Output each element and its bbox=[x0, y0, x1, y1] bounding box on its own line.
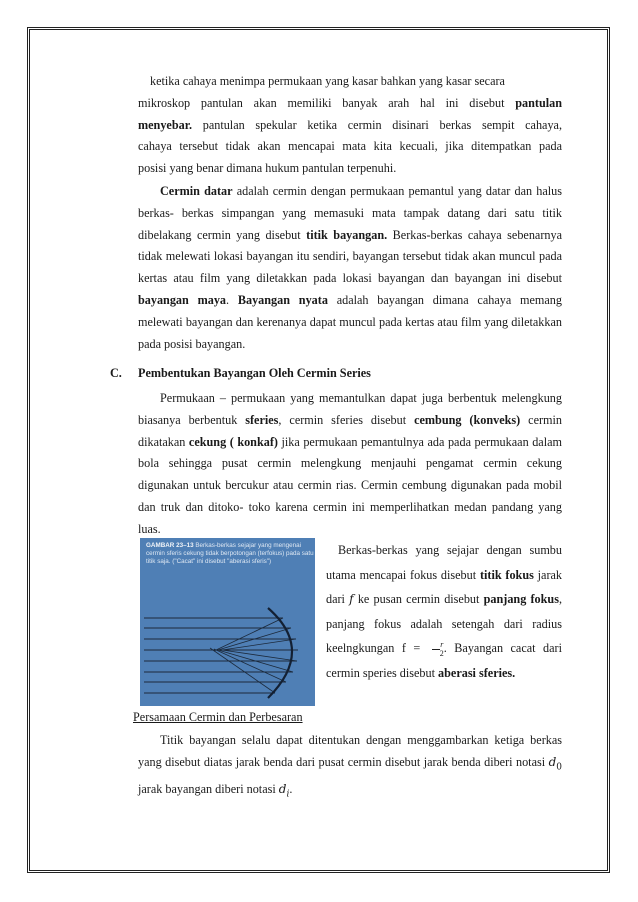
section-heading bbox=[110, 366, 371, 381]
text: jarak dari bbox=[326, 567, 563, 607]
section-title: Pembentukan Bayangan Oleh Cermin Series bbox=[138, 366, 371, 380]
term-aberasi-sferies: aberasi sferies. bbox=[438, 665, 516, 680]
text: . bbox=[226, 292, 238, 307]
figure-caption-text: Berkas-berkas sejajar yang mengenai cermin sferis cekung tidak berpotongan (terfokus) pada satu titik saja. ("Cacat" ini disebut "aberasi sferis") bbox=[146, 542, 314, 565]
subscript-i: i bbox=[286, 789, 290, 800]
text: posisi yang benar dimana hukum pantulan terpenuhi. bbox=[138, 161, 397, 176]
text: cahaya tersebut tidak akan mencapai mata kita kecuali, jika ditempatkan pada bbox=[138, 139, 562, 154]
term-bayangan-nyata: Bayangan nyata bbox=[237, 292, 328, 307]
paragraph-reflection-diffuse bbox=[138, 71, 562, 180]
term-menyebar: menyebar. bbox=[138, 117, 193, 132]
text: , panjang fokus adalah setengah dari radius keelngkungan f = bbox=[326, 592, 562, 656]
text: ketika cahaya menimpa permukaan yang kasar bahkan yang kasar secara bbox=[150, 74, 505, 88]
line bbox=[138, 93, 562, 115]
subheading-mirror-equation: Persamaan Cermin dan Perbesaran bbox=[133, 710, 303, 724]
line bbox=[138, 71, 562, 93]
text: jarak bayangan diberi notasi bbox=[138, 781, 279, 796]
line bbox=[138, 115, 562, 137]
figure-spherical-aberration bbox=[140, 538, 315, 706]
text: Permukaan – permukaan yang memantulkan dapat juga berbentuk melengkung biasanya berbentuk bbox=[138, 391, 562, 427]
paragraph-spherical-mirror bbox=[138, 388, 562, 541]
figure-caption bbox=[146, 542, 314, 566]
fraction-denominator: 2 bbox=[439, 649, 444, 659]
term-titik-fokus: titik fokus bbox=[479, 567, 534, 582]
term-cermin-datar: Cermin datar bbox=[160, 184, 233, 198]
figure-label: GAMBAR 23–13 bbox=[146, 542, 194, 549]
text: . Bayangan cacat dari cermin speries disebut bbox=[326, 641, 562, 680]
paragraph-focal-point bbox=[326, 538, 562, 686]
symbol-f: f bbox=[349, 592, 354, 607]
section-letter: C. bbox=[110, 366, 122, 380]
text: Titik bayangan selalu dapat ditentukan dengan menggambarkan ketiga berkas yang disebut diatas jarak benda dari pusat cermin disebut jarak benda diberi notasi bbox=[138, 733, 562, 769]
term-bayangan-maya: bayangan maya bbox=[138, 292, 227, 307]
text: adalah bayangan dimana cahaya memang melewati bayangan dan kerenanya dapat muncul pada kertas atau film yang diletakkan pada posisi bayangan. bbox=[138, 292, 562, 351]
line bbox=[138, 136, 562, 158]
text: Berkas-berkas cahaya sebenarnya tidak melewati lokasi bayangan itu sendiri, bayangan tersebut tidak akan muncul pada kertas atau film yang diletakkan pada lokasi bayangan dan bayangan ini disebut bbox=[138, 227, 562, 286]
symbol-d: d bbox=[548, 754, 557, 769]
term-sferies: sferies bbox=[245, 412, 279, 427]
term-pantulan: pantulan bbox=[515, 95, 562, 110]
text: . bbox=[289, 781, 293, 796]
text: jika permukaan pemantulnya ada pada permukaan dalam bola sehingga pusat cermin melengkung menjauhi pengamat cermin cekung digunakan untuk bercukur atau cermin rias. Cermin cembung digunakan pada mobil dan truk dan ditoko- toko karena cermin ini memperlihatkan medan pandang yang luas. bbox=[138, 434, 562, 536]
text: pantulan spekular ketika cermin disinari berkas sempit cahaya, bbox=[192, 117, 562, 132]
symbol-d0 bbox=[548, 754, 562, 773]
text: Berkas-berkas yang sejajar dengan sumbu utama mencapai fokus disebut bbox=[326, 543, 562, 582]
paragraph-plane-mirror bbox=[138, 181, 562, 355]
term-cembung: cembung (konveks) bbox=[414, 412, 521, 427]
text: mikroskop pantulan akan memiliki banyak arah hal ini disebut bbox=[138, 95, 505, 110]
fraction-r-over-2 bbox=[428, 641, 444, 658]
subscript-0: 0 bbox=[556, 762, 562, 773]
line bbox=[138, 158, 562, 180]
paragraph-image-point bbox=[138, 730, 562, 806]
fraction-numerator: r bbox=[440, 640, 444, 650]
text: adalah cermin dengan permukaan pemantul yang datar dan halus berkas- berkas simpangan yang memasuki mata tampak datang dari satu titik dibelakang cermin yang disebut bbox=[138, 184, 562, 242]
term-titik-bayangan: titik bayangan. bbox=[306, 227, 388, 242]
text: cermin dikatakan bbox=[138, 412, 562, 449]
symbol-d: d bbox=[278, 781, 287, 796]
term-panjang-fokus: panjang fokus bbox=[483, 592, 559, 607]
text: , cermin sferies disebut bbox=[278, 412, 415, 427]
text: ke pusan cermin disebut bbox=[353, 592, 484, 607]
concave-mirror bbox=[268, 608, 292, 698]
term-cekung: cekung ( konkaf) bbox=[188, 434, 278, 449]
symbol-di bbox=[278, 781, 293, 800]
